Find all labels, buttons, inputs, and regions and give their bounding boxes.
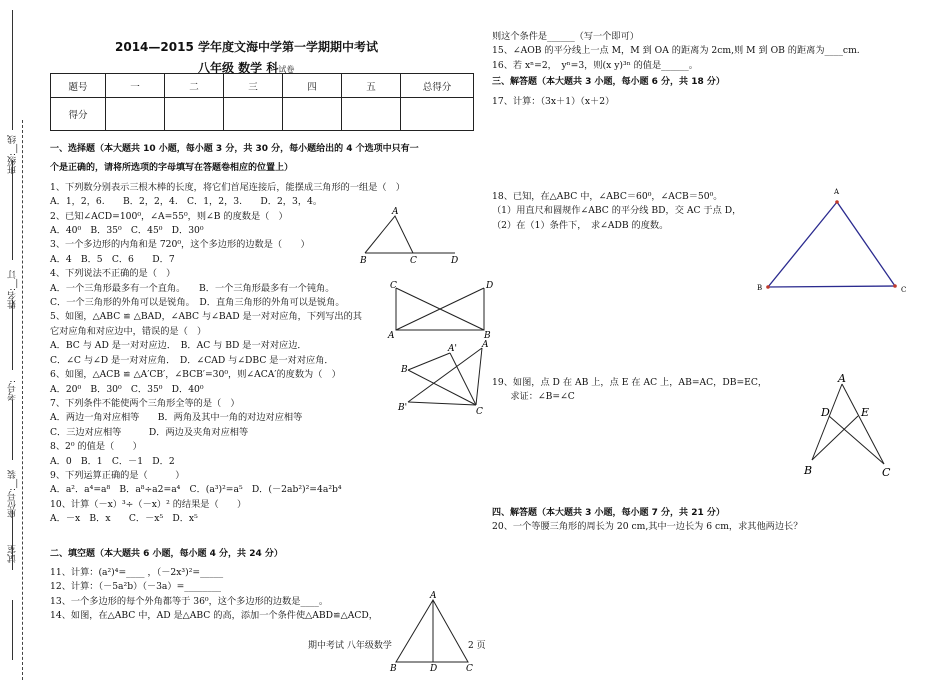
q19-label: B (804, 464, 813, 477)
question-line: C．∠C 与∠D 是一对对应角． D．∠CAD 与∠DBC 是一对对应角． (50, 354, 334, 366)
q19-line: 19、如图，点 D 在 AB 上，点 E 在 AC 上，AB=AC，DB=EC， (492, 377, 768, 388)
q19-segment-dc (829, 416, 884, 464)
question-line: A．两边一角对应相等 B．两角及其中一角的对边对应相等 (50, 412, 303, 424)
score-cell: 二 (165, 74, 224, 98)
margin-rule (12, 10, 14, 130)
question-line: 5、如图，△ABC ≌ △BAD，∠ABC 与∠BAD 是一对对应角，下列写出的其 (50, 311, 362, 323)
figure-q2 (355, 207, 465, 266)
question-line: 2、已知∠ACD=100⁰，∠A=55⁰，则∠B 的度数是（ ） (50, 210, 288, 222)
q14-label: C (466, 664, 473, 674)
q6-label: B (401, 365, 408, 375)
seat-number-label: 座位号:__装 (8, 470, 18, 519)
question-line: 7、下列条件不能使两个三角形全等的是（ ） (50, 397, 240, 409)
margin-rule (12, 160, 14, 260)
section-heading: 二、填空题（本大题共 6 小题，每小题 4 分，共 24 分） (50, 548, 283, 559)
question-line: C．三边对应相等 D．两边及夹角对应相等 (50, 426, 249, 438)
score-table (50, 73, 474, 131)
score-cell: 三 (224, 74, 283, 98)
q6-label: A (482, 340, 489, 350)
question-line: A．40⁰ B．35⁰ C．45⁰ D．30⁰ (50, 225, 204, 237)
q14-label: D (430, 664, 438, 674)
q6-label: A' (448, 344, 457, 354)
q5-label: A (388, 331, 395, 341)
question-line: 3、一个多边形的内角和是 720⁰，这个多边形的边数是（ ） (50, 239, 310, 251)
score-cell: 得分 (51, 98, 106, 131)
question-line: 17、计算：（3x＋1）（x＋2） (492, 95, 615, 107)
margin-rule (12, 400, 14, 460)
question-line: C．一个三角形的外角可以是锐角。 D．直角三角形的外角可以是锐角。 (50, 297, 345, 309)
question-line: 15、∠AOB 的平分线上一点 M，M 到 OA 的距离为 2cm,则 M 到 OB 的距离为____cm. (492, 45, 860, 57)
score-input-cell[interactable] (401, 98, 474, 131)
q18-vertex (893, 284, 897, 288)
score-table-score-row (51, 98, 474, 131)
name-label: 姓名:__订 (8, 270, 18, 310)
q6-label: B' (398, 403, 408, 413)
score-cell: 四 (283, 74, 342, 98)
q19-label: C (882, 466, 891, 479)
footer-text: 期中考试 八年级数学 (308, 641, 392, 651)
question-line: 9、下列运算正确的是（ ） (50, 469, 185, 481)
binding-dashed-line (22, 120, 24, 680)
figure-q19 (800, 372, 910, 480)
question-line: A．－x B．x C．－x⁵ D．x⁵ (50, 513, 198, 525)
score-table-header-row (51, 74, 474, 98)
score-input-cell[interactable] (342, 98, 401, 131)
question-18 (492, 190, 792, 233)
exam-room-label: 试室 (8, 545, 18, 563)
section-heading: 个是正确的，请将所选项的字母填写在答题卷相应的位置上） (50, 163, 294, 174)
q18-line: 18、已知，在△ABC 中，∠ABC＝60⁰，∠ACB＝50⁰。 (492, 191, 723, 202)
score-cell: 五 (342, 74, 401, 98)
paper-suffix: 试卷 (278, 65, 295, 74)
q18-line: （2）在（1）条件下， 求∠ADB 的度数。 (492, 219, 669, 231)
section-heading: 一、选择题（本大题共 10 小题，每小题 3 分，共 30 分，每小题给出的 4 个选项中只有一 (50, 144, 419, 154)
q18-label: C (901, 286, 907, 294)
q6-segment (476, 348, 482, 405)
question-line: 它对应角和对应边中，错误的是（ ） (50, 325, 207, 337)
spacer (50, 527, 460, 545)
score-input-cell[interactable] (165, 98, 224, 131)
q19-label: D (821, 406, 830, 419)
q19-segment-eb (812, 416, 858, 460)
q6-segment (408, 370, 476, 405)
q2-label: A (392, 207, 399, 217)
page-number: 2 页 (468, 641, 486, 651)
q18-label: A (834, 188, 840, 196)
q20-line: 20、一个等腰三角形的周长为 20 cm,其中一边长为 6 cm，求其他两边长？ (492, 521, 803, 533)
q19-side-ab (812, 384, 842, 460)
margin-rule (12, 300, 14, 370)
q19-label: A (838, 372, 846, 385)
q18-vertex (766, 285, 770, 289)
score-cell: 题号 (51, 74, 106, 98)
q18-line: （1）用直尺和圆规作∠ABC 的平分线 BD，交 AC 于点 D， (492, 205, 742, 217)
q5-label: D (486, 281, 494, 291)
q19-side-ac (842, 384, 884, 464)
question-line: A．BC 与 AD 是一对对应边． B．AC 与 BD 是一对对应边． (50, 340, 307, 352)
exam-title: 2014—2015 学年度文海中学第一学期期中考试 (115, 40, 378, 54)
question-line: A．1，2，6. B．2，2，4. C．1，2，3. D．2，3，4。 (50, 196, 323, 208)
section-four-heading: 四、解答题（本大题共 3 小题，每小题 7 分，共 21 分） (492, 508, 725, 518)
question-line: 16、若 xⁿ=2， yⁿ=3，则(x y)³ⁿ 的值是______。 (492, 59, 698, 71)
figure-q6 (398, 340, 498, 415)
q2-triangle (365, 216, 413, 253)
question-line: 6、如图，△ACB ≌ △A′CB′，∠BCB′=30⁰，则∠ACA′的度数为（ ） (50, 369, 341, 381)
question-line: 13、一个多边形的每个外角都等于 36⁰，这个多边形的边数是____。 (50, 595, 329, 607)
q2-label: B (360, 256, 367, 266)
grade-subject: 八年级 数学 科 (198, 61, 279, 75)
q19-label: E (861, 406, 870, 419)
q18-vertex (835, 200, 839, 204)
question-line: A．20⁰ B．30⁰ C．35⁰ D．40⁰ (50, 383, 204, 395)
q18-triangle (768, 202, 895, 287)
section-four (492, 506, 932, 535)
q14-label: A (430, 591, 437, 601)
question-line: 1、下列数分别表示三根木棒的长度，将它们首尾连接后，能摆成三角形的一组是（ ） (50, 181, 405, 193)
score-input-cell[interactable] (106, 98, 165, 131)
q19-line: 求证：∠B=∠C (492, 391, 575, 403)
question-19 (492, 376, 792, 405)
score-input-cell[interactable] (224, 98, 283, 131)
question-line: 12、计算：（－5a²b）（－3a）=________ (50, 581, 222, 593)
figure-q14 (388, 590, 478, 674)
question-line: 8、2⁰ 的值是（ ） (50, 441, 142, 453)
question-line: 10、计算（－x）³÷（－x）² 的结果是（ ） (50, 498, 247, 510)
q6-label: C (476, 407, 483, 417)
margin-rule (12, 600, 14, 660)
figure-q18 (755, 185, 915, 300)
question-line: A．4 B．5 C．6 D．7 (50, 253, 175, 265)
q5-label: C (390, 281, 397, 291)
score-input-cell[interactable] (283, 98, 342, 131)
q2-label: D (451, 256, 459, 266)
q6-segment (450, 353, 476, 405)
q18-label: B (757, 284, 763, 292)
question-line: A．a²．a⁴=a⁸ B．a⁸÷a2=a⁴ C．(a³)²=a⁵ D．(－2ab²)²=4a²b⁴ (50, 484, 342, 496)
question-line: A．一个三角形最多有一个直角。 B．一个三角形最多有一个钝角。 (50, 282, 335, 294)
question-line: 则这个条件是______（写一个即可） (492, 31, 639, 42)
q14-triangle (396, 600, 468, 662)
q6-segment (408, 402, 476, 405)
section-heading: 三、解答题（本大题共 3 小题，每小题 6 分，共 18 分） (492, 77, 725, 88)
right-question-column-top (492, 30, 932, 109)
q6-segment (408, 353, 450, 370)
question-line: 11、计算：(a²)⁴=____ ，（－2x³)²=_____ (50, 566, 224, 578)
exam-number-label: 考号: (8, 380, 18, 402)
score-cell: 一 (106, 74, 165, 98)
question-line: 4、下列说法不正确的是（ ） (50, 268, 176, 280)
figure-q5 (388, 280, 498, 345)
q14-label: B (390, 664, 397, 674)
question-line: 14、如图，在△ABC 中，AD 是△ABC 的高，添加一个条件使△ABD≌△ACD， (50, 610, 378, 622)
class-label: 班级:__线 (8, 135, 18, 175)
score-cell: 总得分 (401, 74, 474, 98)
q5-label: B (484, 331, 491, 341)
q2-label: C (410, 256, 417, 266)
question-line: A．0 B．1 C．－1 D．2 (50, 455, 175, 467)
